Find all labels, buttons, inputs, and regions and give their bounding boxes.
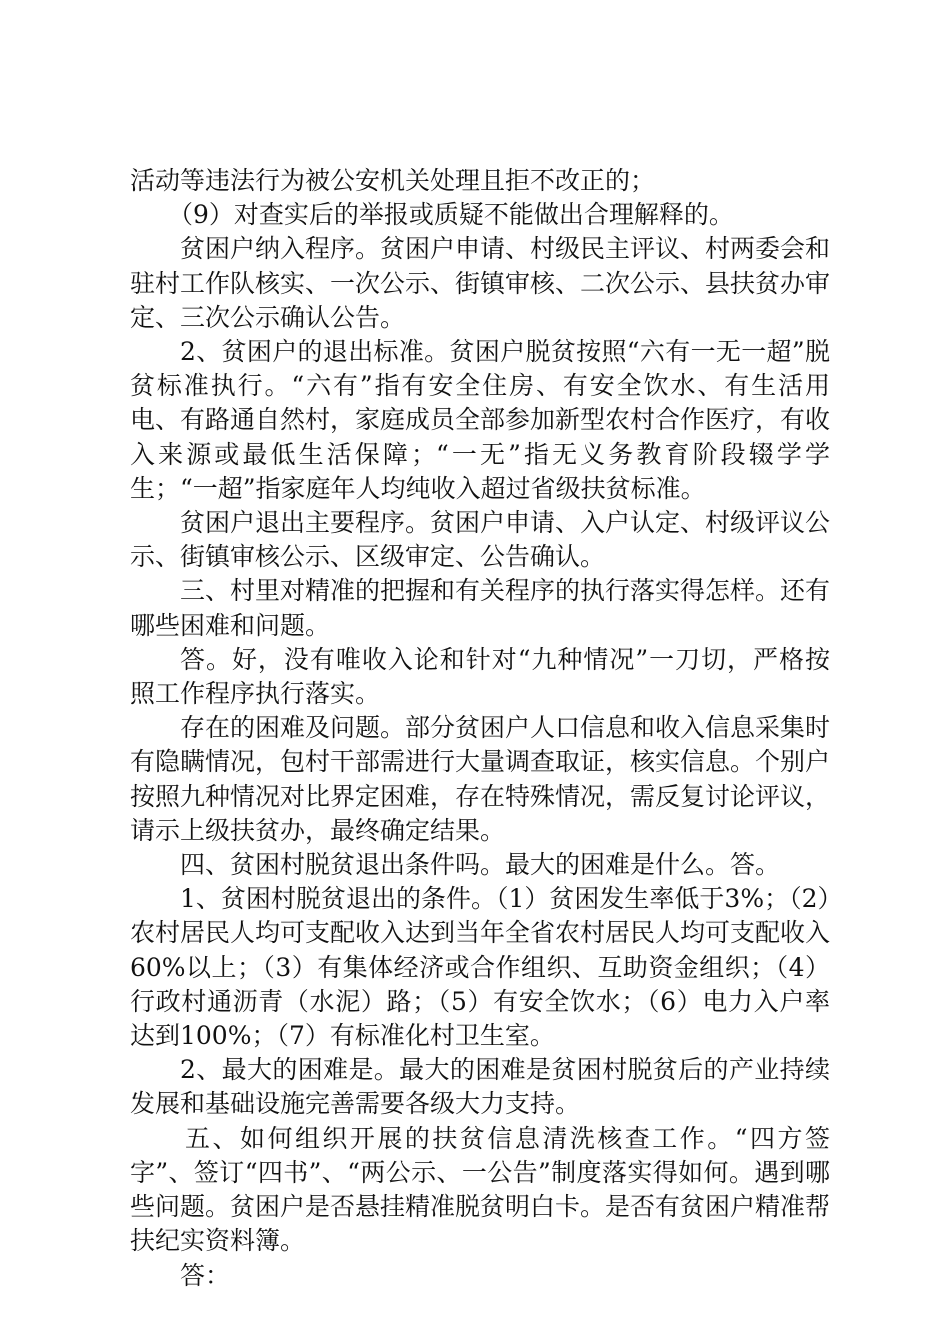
paragraph-section-three: 三、村里对精准的把握和有关程序的执行落实得怎样。还有哪些困难和问题。 [130, 576, 831, 640]
document-body [130, 164, 830, 1293]
paragraph-poor-household-procedure: 贫困户纳入程序。贫困户申请、村级民主评议、村两委会和驻村工作队核实、一次公示、街镇审核、二次公示、县扶贫办审定、三次公示确认公告。 [130, 234, 831, 332]
paragraph-biggest-difficulty: 2、最大的困难是。最大的困难是贫困村脱贫后的产业持续发展和基础设施完善需要各级大力支持。 [130, 1055, 830, 1119]
paragraph-answer-five: 答： [180, 1260, 231, 1290]
paragraph-item-9: （9）对查实后的举报或质疑不能做出合理解释的。 [168, 200, 734, 230]
paragraph-exit-standard: 2、贫困户的退出标准。贫困户脱贫按照“六有一无一超”脱贫标准执行。“六有”指有安全住房、有安全饮水、有生活用电、有路通自然村，家庭成员全部参加新型农村合作医疗，有收入来源或最低生活保障；“一无”指无义务教育阶段辍学学生；“一超”指家庭年人均纯收入超过省级扶贫标准。 [130, 337, 831, 503]
paragraph-continuation: 活动等违法行为被公安机关处理且拒不改正的； [130, 166, 656, 195]
paragraph-section-four: 四、贫困村脱贫退出条件吗。最大的困难是什么。答。 [180, 850, 781, 880]
paragraph-section-five: 五、如何组织开展的扶贫信息清洗核查工作。“四方签字”、签订“四书”、“两公示、一公告”制度落实得如何。遇到哪些问题。贫困户是否悬挂精准脱贫明白卡。是否有贫困户精准帮扶纪实资料簿。 [130, 1123, 831, 1256]
paragraph-difficulties: 存在的困难及问题。部分贫困户人口信息和收入信息采集时有隐瞒情况，包村干部需进行大量调查取证，核实信息。个别户按照九种情况对比界定困难，存在特殊情况，需反复讨论评议，请示上级扶贫办，最终确定结果。 [130, 713, 831, 845]
paragraph-answer-three: 答。好，没有唯收入论和针对“九种情况”一刀切，严格按照工作程序执行落实。 [130, 644, 830, 709]
paragraph-village-exit-conditions: 1、贫困村脱贫退出的条件。（1）贫困发生率低于3%；（2）农村居民人均可支配收入达到当年全省农村居民人均可支配收入60%以上；（3）有集体经济或合作组织、互助资金组织；（4）行政村通沥青（水泥）路；（5）有安全饮水；（6）电力入户率达到100%；（7）有标准化村卫生室。 [130, 884, 831, 1051]
paragraph-exit-procedure: 贫困户退出主要程序。贫困户申请、入户认定、村级评议公示、街镇审核公示、区级审定、公告确认。 [130, 508, 831, 572]
